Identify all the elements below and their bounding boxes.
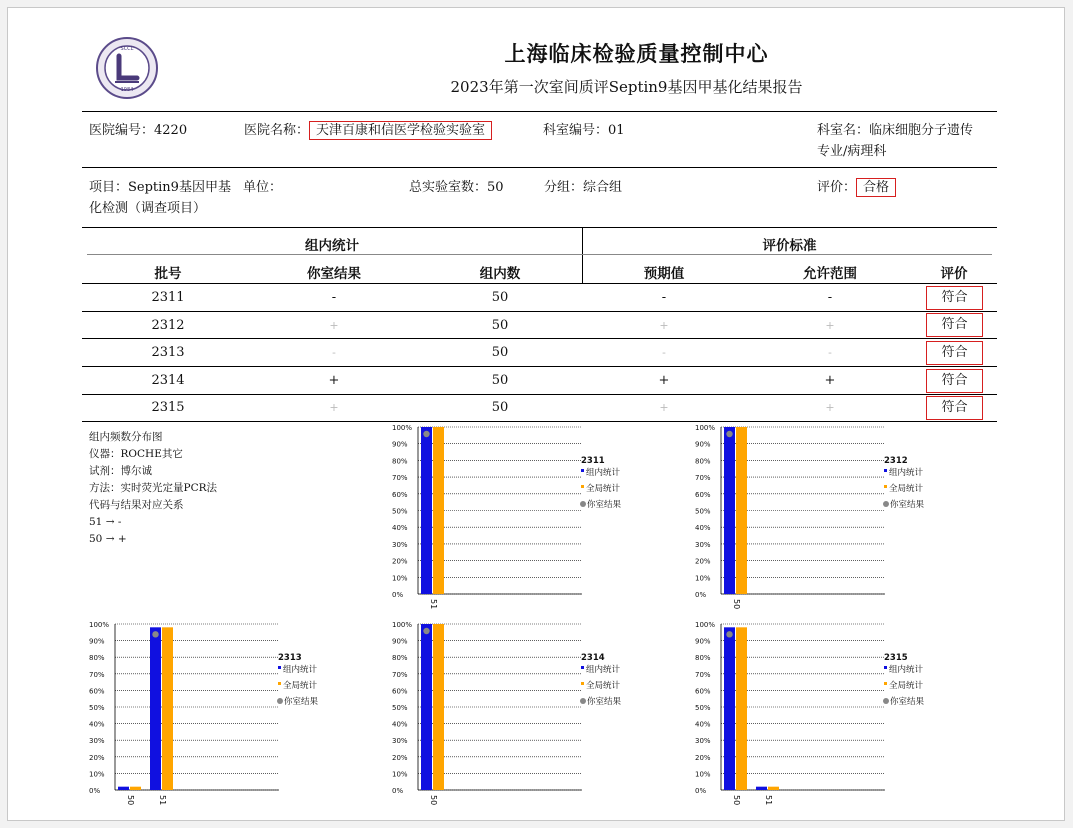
y-tick-label: 20% [392, 557, 408, 566]
y-tick-label: 0% [695, 787, 707, 795]
y-tick-label: 10% [695, 770, 711, 779]
report-title: 2023年第一次室间质评Septin9基因甲基化结果报告 [450, 78, 803, 96]
chart-title: 2313 [278, 653, 302, 663]
y-tick-label: 10% [89, 770, 105, 779]
y-tick-label: 0% [695, 591, 707, 599]
y-tick-label: 70% [695, 474, 711, 483]
legend-label-yours: 你室结果 [284, 697, 319, 707]
row-divider [82, 366, 997, 367]
total-labs: 总实验室数：50 [409, 180, 504, 195]
legend-label-group: 组内统计 [586, 468, 621, 478]
legend-label-overall: 全局统计 [586, 484, 621, 494]
legend-label-overall: 全局统计 [889, 681, 924, 691]
y-tick-label: 90% [89, 637, 105, 646]
y-tick-label: 40% [392, 720, 408, 729]
x-tick-label: 50 [126, 795, 135, 806]
col-group-count: 组内数 [479, 266, 521, 282]
legend-label-yours: 你室结果 [890, 697, 925, 707]
table-bottom-border [82, 421, 997, 422]
org-title: 上海临床检验质量控制中心 [504, 41, 769, 66]
x-tick-label: 50 [732, 795, 741, 806]
project: 项目：Septin9基因甲基 化检测（调查项目） [89, 180, 231, 216]
y-tick-label: 30% [392, 737, 408, 746]
legend-label-overall: 全局统计 [586, 681, 621, 691]
y-tick-label: 60% [695, 687, 711, 696]
y-tick-label: 40% [89, 720, 105, 729]
chart-title: 2315 [884, 653, 908, 663]
y-tick-label: 30% [89, 737, 105, 746]
y-tick-label: 50% [695, 704, 711, 712]
y-tick-label: 30% [695, 540, 711, 549]
y-tick-label: 100% [392, 621, 413, 629]
y-tick-label: 70% [392, 474, 408, 483]
y-tick-label: 0% [392, 591, 404, 599]
y-tick-label: 20% [392, 753, 408, 762]
y-tick-label: 60% [89, 687, 105, 696]
y-tick-label: 80% [695, 654, 711, 663]
legend-label-yours: 你室结果 [587, 500, 622, 510]
group-header-left: 组内统计 [305, 238, 359, 254]
y-tick-label: 70% [695, 670, 711, 679]
hospital-name-value: 天津百康和信医学检验实验室 [309, 121, 492, 140]
unit: 单位： [243, 180, 283, 195]
dept-code: 科室编号：01 [543, 123, 625, 138]
legend-label-group: 组内统计 [889, 468, 924, 478]
divider [87, 254, 992, 255]
y-tick-label: 0% [89, 787, 101, 795]
chart-title: 2311 [581, 456, 605, 466]
table-top-border [82, 227, 997, 228]
y-tick-label: 50% [89, 704, 105, 712]
y-tick-label: 90% [695, 637, 711, 646]
y-tick-label: 40% [695, 524, 711, 533]
y-tick-label: 100% [89, 621, 110, 629]
y-tick-label: 50% [695, 507, 711, 516]
svg-text:SCCL: SCCL [120, 46, 134, 52]
y-tick-label: 20% [89, 753, 105, 762]
hospital-name: 医院名称： 天津百康和信医学检验实验室 [244, 120, 492, 141]
y-tick-label: 20% [695, 557, 711, 566]
y-tick-label: 80% [392, 654, 408, 663]
evaluation-value: 合格 [856, 178, 896, 197]
y-tick-label: 50% [392, 507, 408, 516]
y-tick-label: 90% [392, 637, 408, 646]
y-tick-label: 100% [695, 424, 716, 432]
y-tick-label: 80% [89, 654, 105, 663]
y-tick-label: 100% [392, 424, 413, 432]
col-your-result: 你室结果 [307, 266, 361, 282]
y-tick-label: 60% [392, 490, 408, 499]
verdict-badge: 符合 [926, 313, 983, 337]
evaluation: 评价： 合格 [817, 177, 896, 198]
divider [82, 111, 997, 112]
legend-label-overall: 全局统计 [889, 484, 924, 494]
legend-label-yours: 你室结果 [890, 500, 925, 510]
legend-label-group: 组内统计 [889, 665, 924, 675]
x-tick-label: 50 [429, 795, 438, 806]
row-divider [82, 311, 997, 312]
y-tick-label: 30% [695, 737, 711, 746]
row-divider [82, 338, 997, 339]
verdict-badge: 符合 [926, 369, 983, 393]
col-batch: 批号 [154, 266, 182, 282]
divider [82, 167, 997, 168]
y-tick-label: 40% [695, 720, 711, 729]
verdict-badge: 符合 [926, 396, 983, 420]
x-tick-label: 51 [429, 599, 438, 610]
hospital-code: 医院编号：4220 [89, 123, 188, 138]
y-tick-label: 70% [392, 670, 408, 679]
dept-name: 科室名：临床细胞分子遗传 专业/病理科 [817, 123, 974, 159]
y-tick-label: 90% [695, 440, 711, 449]
chart-title: 2312 [884, 456, 908, 466]
legend-label-yours: 你室结果 [587, 697, 622, 707]
y-tick-label: 100% [695, 621, 716, 629]
group-header-right: 评价标准 [762, 238, 817, 254]
group: 分组：综合组 [544, 180, 623, 195]
col-allowed: 允许范围 [803, 266, 857, 282]
y-tick-label: 90% [392, 440, 408, 449]
y-tick-label: 60% [392, 687, 408, 696]
verdict-badge: 符合 [926, 341, 983, 365]
table-header-border [82, 283, 997, 284]
chart-title: 2314 [581, 653, 605, 663]
y-tick-label: 60% [695, 490, 711, 499]
x-tick-label: 51 [764, 795, 773, 806]
legend-label-group: 组内统计 [283, 665, 318, 675]
y-tick-label: 0% [392, 787, 404, 795]
y-tick-label: 80% [392, 457, 408, 466]
y-tick-label: 30% [392, 540, 408, 549]
y-tick-label: 10% [392, 770, 408, 779]
verdict-badge: 符合 [926, 286, 983, 310]
y-tick-label: 10% [392, 574, 408, 583]
col-verdict: 评价 [940, 266, 968, 282]
legend-label-overall: 全局统计 [283, 681, 318, 691]
chart-notes: 组内频数分布图 仪器：ROCHE其它 试剂：博尔诚 方法：实时荧光定量PCR法 代码与结果对应关系 51 → - 50 → + [89, 431, 218, 545]
svg-text:1984: 1984 [120, 87, 134, 93]
legend-label-group: 组内统计 [586, 665, 621, 675]
y-tick-label: 10% [695, 574, 711, 583]
y-tick-label: 40% [392, 524, 408, 533]
y-tick-label: 20% [695, 753, 711, 762]
y-tick-label: 50% [392, 704, 408, 712]
y-tick-label: 80% [695, 457, 711, 466]
x-tick-label: 51 [158, 795, 167, 806]
col-expected: 预期值 [643, 266, 685, 282]
y-tick-label: 70% [89, 670, 105, 679]
row-divider [82, 394, 997, 395]
x-tick-label: 50 [732, 599, 741, 610]
